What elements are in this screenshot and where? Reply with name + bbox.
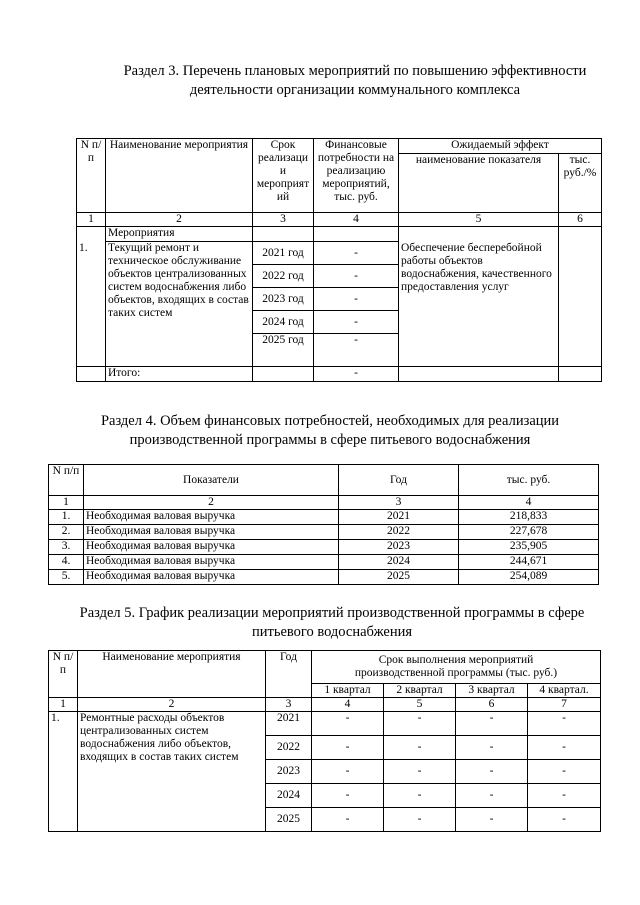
s5-colnum-4: 4: [312, 698, 384, 712]
s5-header-q4: 4 квартал.: [528, 684, 601, 698]
s4-row4-value: 244,671: [459, 555, 599, 570]
s3-year-2023: 2023 год: [253, 288, 314, 311]
section5-title: [0, 604, 640, 642]
table-row: [49, 570, 599, 585]
s3-section-fin: [314, 227, 399, 242]
s5-2025-q1: -: [312, 808, 384, 832]
s5-row-num: 1.: [49, 712, 78, 832]
s5-header-term: Срок выполнения мероприятий производственной программы (тыс. руб.): [312, 651, 601, 684]
s4-row4-num: 4.: [49, 555, 84, 570]
s4-row3-num: 3.: [49, 540, 84, 555]
s5-2022-q2: -: [384, 736, 456, 760]
table-row: [49, 510, 599, 525]
s3-row-name: Текущий ремонт и техническое обслуживание объектов централизованных систем водоснабжения либо объектов, входящих в состав таких систем: [106, 242, 253, 367]
s4-row5-num: 5.: [49, 570, 84, 585]
section4-title-line1: Раздел 4. Объем финансовых потребностей, необходимых для реализации: [100, 413, 560, 429]
s4-row1-num: 1.: [49, 510, 84, 525]
s3-year-2022: 2022 год: [253, 265, 314, 288]
s3-fin-2023: -: [314, 288, 399, 311]
s5-2025-q4: -: [528, 808, 601, 832]
s4-row5-name: Необходимая валовая выручка: [84, 570, 339, 585]
s3-colnum-6: 6: [559, 213, 602, 227]
s3-total-num: [77, 367, 106, 382]
s5-2021-q2: -: [384, 712, 456, 736]
s5-2025-q3: -: [456, 808, 528, 832]
s4-header-year: Год: [339, 465, 459, 496]
s3-section-label: Мероприятия: [106, 227, 253, 242]
s5-header-q1: 1 квартал: [312, 684, 384, 698]
s4-row5-year: 2025: [339, 570, 459, 585]
s5-2021-q1: -: [312, 712, 384, 736]
s3-fin-2025: -: [314, 334, 399, 367]
s3-year-2024: 2024 год: [253, 311, 314, 334]
s4-row2-name: Необходимая валовая выручка: [84, 525, 339, 540]
s5-2023-q4: -: [528, 760, 601, 784]
s5-2024-q1: -: [312, 784, 384, 808]
s3-header-num: N п/п: [77, 139, 106, 213]
s4-row1-value: 218,833: [459, 510, 599, 525]
s5-2022-q1: -: [312, 736, 384, 760]
s3-year-2025: 2025 год: [253, 334, 314, 367]
s4-colnum-4: 4: [459, 496, 599, 510]
s4-header-value: тыс. руб.: [459, 465, 599, 496]
s5-2024-q2: -: [384, 784, 456, 808]
s3-colnum-2: 2: [106, 213, 253, 227]
table-row: [49, 555, 599, 570]
s3-header-term: Срок реализаци и мероприят ий: [253, 139, 314, 213]
section3-title-line1: Раздел 3. Перечень плановых мероприятий по повышению эффективности: [123, 63, 587, 79]
s5-year-2024: 2024: [266, 784, 312, 808]
s3-colnum-1: 1: [77, 213, 106, 227]
s5-header-q2: 2 квартал: [384, 684, 456, 698]
s3-row-effect: Обеспечение бесперебойной работы объектов водоснабжения, качественного предоставления услуг: [399, 242, 559, 367]
s4-row2-value: 227,678: [459, 525, 599, 540]
s5-colnum-1: 1: [49, 698, 78, 712]
s3-row-unit: [559, 242, 602, 367]
s5-year-2022: 2022: [266, 736, 312, 760]
section4-title: [0, 412, 640, 450]
s3-total-effect: [399, 367, 559, 382]
s3-section-unit: [559, 227, 602, 242]
s3-colnum-5: 5: [399, 213, 559, 227]
s4-row1-year: 2021: [339, 510, 459, 525]
s3-header-effect: Ожидаемый эффект: [399, 139, 602, 154]
s5-header-year: Год: [266, 651, 312, 698]
s3-total-term: [253, 367, 314, 382]
section4-table: [48, 464, 599, 585]
s4-row2-num: 2.: [49, 525, 84, 540]
section3-table: [76, 138, 602, 382]
s3-header-indicator: наименование показателя: [399, 154, 559, 213]
s3-header-name: Наименование мероприятия: [106, 139, 253, 213]
s5-2024-q3: -: [456, 784, 528, 808]
s4-colnum-3: 3: [339, 496, 459, 510]
s5-header-name: Наименование мероприятия: [78, 651, 266, 698]
s4-row2-year: 2022: [339, 525, 459, 540]
s4-row5-value: 254,089: [459, 570, 599, 585]
s5-2022-q4: -: [528, 736, 601, 760]
section3-title-line2: деятельности организации коммунального комплекса: [189, 82, 521, 98]
s5-2021-q3: -: [456, 712, 528, 736]
section3-title: [0, 62, 640, 100]
s3-total-label: Итого:: [106, 367, 253, 382]
s4-colnum-2: 2: [84, 496, 339, 510]
s5-2021-q4: -: [528, 712, 601, 736]
s4-row3-value: 235,905: [459, 540, 599, 555]
table-row: [49, 525, 599, 540]
s5-year-2021: 2021: [266, 712, 312, 736]
s4-row3-name: Необходимая валовая выручка: [84, 540, 339, 555]
s3-header-unit: тыс. руб./%: [559, 154, 602, 213]
s4-header-indicators: Показатели: [84, 465, 339, 496]
s3-total-unit: [559, 367, 602, 382]
s4-row3-year: 2023: [339, 540, 459, 555]
s5-2023-q1: -: [312, 760, 384, 784]
s5-colnum-2: 2: [78, 698, 266, 712]
s5-colnum-6: 6: [456, 698, 528, 712]
s5-colnum-3: 3: [266, 698, 312, 712]
s3-colnum-3: 3: [253, 213, 314, 227]
s5-colnum-7: 7: [528, 698, 601, 712]
s5-2023-q3: -: [456, 760, 528, 784]
table-row: [49, 540, 599, 555]
s3-section-term: [253, 227, 314, 242]
s4-row4-name: Необходимая валовая выручка: [84, 555, 339, 570]
s3-section-num: [77, 227, 106, 242]
s3-fin-2021: -: [314, 242, 399, 265]
s5-2023-q2: -: [384, 760, 456, 784]
section5-title-line1: Раздел 5. График реализации мероприятий производственной программы в сфере: [79, 605, 585, 621]
section5-title-line2: питьевого водоснабжения: [251, 624, 413, 640]
s5-year-2023: 2023: [266, 760, 312, 784]
s5-colnum-5: 5: [384, 698, 456, 712]
s4-row1-name: Необходимая валовая выручка: [84, 510, 339, 525]
s3-header-fin: Финансовые потребности на реализацию мероприятий, тыс. руб.: [314, 139, 399, 213]
s3-fin-2022: -: [314, 265, 399, 288]
s5-2022-q3: -: [456, 736, 528, 760]
s3-year-2021: 2021 год: [253, 242, 314, 265]
s5-2024-q4: -: [528, 784, 601, 808]
s3-colnum-4: 4: [314, 213, 399, 227]
s3-total-value: -: [314, 367, 399, 382]
s5-header-num: N п/ п: [49, 651, 78, 698]
section4-title-line2: производственной программы в сфере питьевого водоснабжения: [129, 432, 531, 448]
s5-year-2025: 2025: [266, 808, 312, 832]
s3-section-effect: [399, 227, 559, 242]
s4-row4-year: 2024: [339, 555, 459, 570]
s4-header-num: N п/п: [49, 465, 84, 496]
s5-header-q3: 3 квартал: [456, 684, 528, 698]
s3-fin-2024: -: [314, 311, 399, 334]
s5-2025-q2: -: [384, 808, 456, 832]
s4-colnum-1: 1: [49, 496, 84, 510]
s5-row-name: Ремонтные расходы объектов централизованных систем водоснабжения либо объектов, входящих в состав таких систем: [78, 712, 266, 832]
s3-row-num: 1.: [77, 242, 106, 367]
section5-table: [48, 650, 601, 832]
